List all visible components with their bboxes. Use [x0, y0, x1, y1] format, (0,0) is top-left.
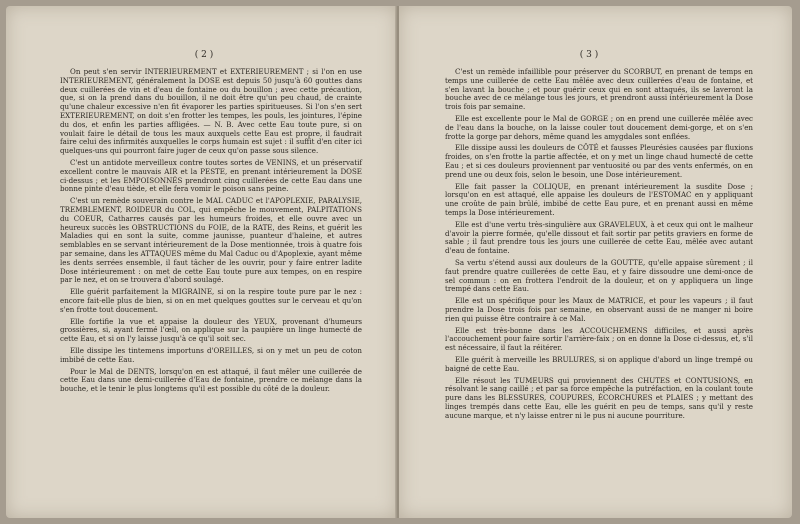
paragraph: Elle résout les TUMEURS qui proviennent des CHUTES et CONTUSIONS, en résolvant le sang caillé ; et par sa force empêche la putréfaction, en la coulant toute pure dans les BLESSURES, COUPURES, ÉCORCHURES et PLAIES ; y mettant des linges trempés dans cette Eau, elle les guérit en peu de temps, sans qu'il y reste aucune marque, et n'y laisse entrer ni le pus ni aucune pourriture. — [445, 375, 753, 420]
paragraph: Elle est d'une vertu très-singulière aux GRAVELEUX, à et ceux qui ont le malheur d'avoir la pierre formée, qu'elle dissout et fait sortir par petits graviers en forme de sable ; il faut prendre tous les jours une cuillerée de cette Eau, mêlée avec autant d'eau de fontaine. — [445, 219, 753, 256]
page-text — [60, 68, 362, 397]
paragraph: C'est un antidote merveilleux contre toutes sortes de VENINS, et un préservatif excellent contre le mauvais AIR et la PESTE, en prenant intérieurement la DOSE ci-dessus ; et les EMPOISONNÉS prendront cinq cuillerées de cette Eau dans une bonne pinte d'eau tiède, et elle fera vomir le poison sans peine. — [60, 157, 362, 194]
paragraph: Elle fortifie la vue et appaise la douleur des YEUX, provenant d'humeurs grossières, si, ayant fermé l'œil, on applique sur la paupière un linge humecté de cette Eau, et si on l'y laisse jusqu'à ce qu'il soit sec. — [60, 316, 362, 344]
page-text — [445, 68, 753, 423]
right-page — [399, 6, 792, 518]
paragraph: C'est un remède souverain contre le MAL CADUC et l'APOPLEXIE, PARALYSIE, TREMBLEMENT, ROIDEUR du COL, qui empêche le mouvement, PALPITATIONS du COEUR, Catharres causés par les humeurs froides, et elle ouvre avec un heureux succès les OBSTRUCTIONS du FOIE, de la RATE, des Reins, et guérit les Maladies qui en sont la suite, comme jaunisse, puanteur d'haleine, et autres semblables en se servant intérieurement de la Dose mentionnée, trois à quatre fois par semaine, dans les ATTAQUES même du Mal Caduc ou d'Apoplexie, ayant même les dents serrées ensemble, il faut tâcher de les ouvrir, pour y faire entrer ladite Dose intérieurement : on met de cette Eau toute pure aux tempes, on en respire par le nez, et on se trouvera d'abord soulagé. — [60, 196, 362, 285]
paragraph: Elle dissipe aussi les douleurs de CÔTÉ et fausses Pleurésies causées par fluxions froides, on s'en frotte la partie affectée, et on y met un linge chaud humecté de cette Eau ; et si ces douleurs proviennent par ventuosité ou par des vents enfermés, on en prend une ou deux fois, selon le besoin, une Dose intérieurement. — [445, 143, 753, 179]
paragraph: Elle guérit parfaitement la MIGRAINE, si on la respire toute pure par le nez : encore fait-elle plus de bien, si on en met quelques gouttes sur le cerveau et qu'on s'en frotte tout doucement. — [60, 287, 362, 314]
paragraph: Sa vertu s'étend aussi aux douleurs de la GOUTTE, qu'elle appaise sûrement ; il faut prendre quatre cuillerées de cette Eau, et y faire dissoudre une demi-once de sel commun : on en frottera l'endroit de la douleur, et on y appliquera un linge trempé dans cette Eau. — [445, 257, 753, 294]
paragraph: Elle est excellente pour le Mal de GORGE ; on en prend une cuillerée mêlée avec de l'eau dans la bouche, on la laisse couler tout doucement demi-gorge, et on s'en frotte la gorge par dehors, même quand les amygdales sont enflées. — [445, 113, 753, 141]
paragraph: C'est un remède infaillible pour préserver du SCORBUT, en prenant de temps en temps une cuillerée de cette Eau mêlée avec deux cuillerées d'eau de fontaine, et s'en lavant la bouche ; et pour guérir ceux qui en sont attaqués, ils se laveront la bouche avec de ce mélange tous les jours, et prendront aussi intérieurement la Dose trois fois par semaine. — [445, 67, 753, 112]
paragraph: Elle est très-bonne dans les ACCOUCHEMENS difficiles, et aussi après l'accouchement pour faire sortir l'arrière-faix ; on en donne la Dose ci-dessus, et, s'il est nécessaire, il faut la réitérer. — [445, 325, 753, 353]
paragraph: Elle est un spécifique pour les Maux de MATRICE, et pour les vapeurs ; il faut prendre la Dose trois fois par semaine, en observant aussi de ne manger ni boire rien qui puisse être contraire à ce Mal. — [445, 296, 753, 323]
page-number: ( 3 ) — [579, 50, 599, 60]
paragraph: Elle dissipe les tintemens importuns d'OREILLES, si on y met un peu de coton imbibé de cette Eau. — [60, 345, 362, 364]
paragraph: On peut s'en servir INTERIEUREMENT et EXTERIEUREMENT ; si l'on en use INTERIEUREMENT, généralement la DOSE est depuis 50 jusqu'à 60 gouttes dans deux cuillerées de vin et d'eau de fontaine ou du bouillon ; avec cette précaution, que, si on la prend dans du bouillon, il ne doit être qu'un peu chaud, de crainte qu'une chaleur excessive n'en fit évaporer les parties spiritueuses. Si l'on s'en sert EXTERIEUREMENT, on doit s'en frotter les tempes, les pouls, les jointures, l'épine du dos, et enfin les parties affligées. — N. B. Avec cette Eau toute pure, si on voulait faire le détail de tous les maux auxquels cette Eau est propre, il faudrait faire celui des infirmités auxquelles le corps humain est sujet : il suffit d'en citer ici quelques-uns qui pourront faire juger de ceux qu'on passe sous silence. — [60, 67, 362, 156]
paragraph: Elle fait passer la COLIQUE, en prenant intérieurement la susdite Dose ; lorsqu'on en est attaqué, elle appaise les douleurs de l'ESTOMAC en y appliquant une croûte de pain brûlé, imbibé de cette Eau pure, et en prenant aussi en même temps la Dose intérieurement. — [445, 181, 753, 217]
page-number: ( 2 ) — [194, 50, 214, 60]
paragraph: Elle guérit à merveille les BRULURES, si on applique d'abord un linge trempé ou baigné de cette Eau. — [445, 354, 753, 373]
left-page — [6, 6, 397, 518]
paragraph: Pour le Mal de DENTS, lorsqu'on en est attaqué, il faut mêler une cuillerée de cette Eau dans une demi-cuillerée d'Eau de fontaine, prendre ce mélange dans la bouche, et le tenir le plus longtems qu'il est possible du côté de la douleur. — [60, 366, 362, 394]
